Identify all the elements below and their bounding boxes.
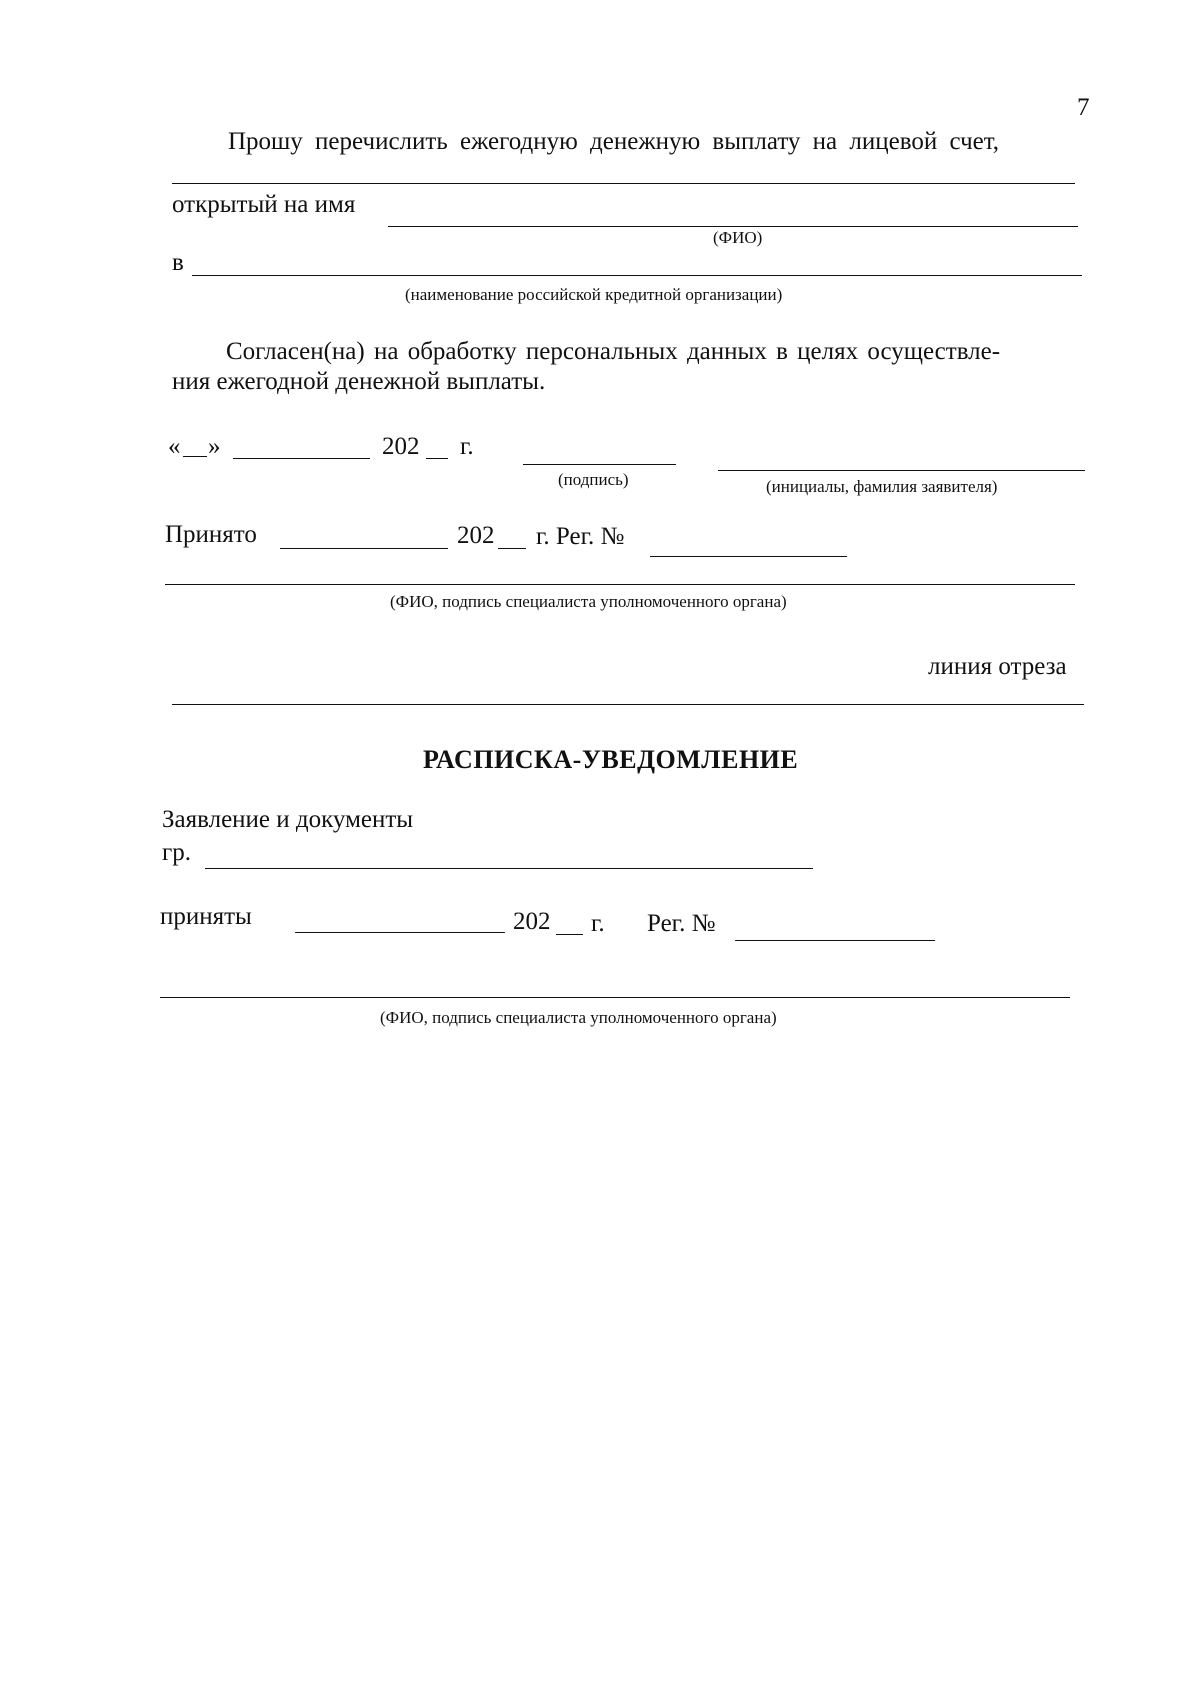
date-month-line: [233, 458, 370, 459]
date-day-line: [183, 456, 207, 457]
fio-caption: (ФИО): [713, 228, 763, 247]
receipt-year-line: [556, 934, 583, 935]
consent-line-2: ния ежегодной денежной выплаты.: [172, 368, 546, 395]
opened-in-name-label: открытый на имя: [172, 191, 356, 218]
date-year-suffix: г.: [460, 433, 474, 460]
receipt-title: РАСПИСКА-УВЕДОМЛЕНИЕ: [423, 745, 799, 774]
receipt-reg-label: Рег. №: [647, 910, 716, 937]
receipt-specialist-line: [160, 997, 1070, 998]
transfer-request-line: Прошу перечислить ежегодную денежную выплату на лицевой счет,: [228, 128, 1000, 155]
bank-name-line: [192, 275, 1082, 276]
receipt-citizen-line: [205, 868, 813, 869]
accepted-reg-label: г. Рег. №: [536, 523, 625, 550]
cut-line-label: линия отреза: [928, 653, 1067, 680]
accepted-label: Принято: [165, 521, 257, 548]
receipt-specialist-caption: (ФИО, подпись специалиста уполномоченного органа): [380, 1008, 777, 1027]
bank-in-label: в: [172, 249, 184, 276]
receipt-year-prefix: 202: [513, 908, 551, 935]
date-year-line: [426, 458, 448, 459]
accepted-specialist-caption: (ФИО, подпись специалиста уполномоченного органа): [390, 592, 787, 611]
account-holder-name-line: [388, 226, 1078, 227]
accepted-reg-number-line: [650, 556, 847, 557]
date-quote-open: «: [168, 433, 181, 460]
applicant-caption: (инициалы, фамилия заявителя): [766, 477, 998, 496]
applicant-name-line: [718, 470, 1085, 471]
consent-line-1: Согласен(на) на обработку персональных данных в целях осуществле-: [226, 338, 1001, 365]
cut-line: [172, 704, 1084, 705]
accepted-year-line: [498, 548, 526, 549]
accepted-year-prefix: 202: [457, 522, 495, 549]
date-year-prefix: 202: [382, 433, 420, 460]
receipt-accepted-label: приняты: [160, 903, 252, 930]
receipt-docs-label: Заявление и документы: [162, 806, 414, 833]
receipt-reg-number-line: [735, 940, 935, 941]
date-quote-close: »: [208, 433, 221, 460]
bank-caption: (наименование российской кредитной организации): [405, 285, 783, 304]
signature-caption: (подпись): [558, 470, 629, 489]
account-number-line: [172, 183, 1075, 184]
accepted-specialist-line: [165, 584, 1075, 585]
page-number: 7: [1077, 94, 1090, 121]
signature-line: [523, 464, 676, 465]
receipt-year-suffix: г.: [591, 910, 605, 937]
receipt-date-line: [295, 932, 505, 933]
receipt-citizen-label: гр.: [162, 839, 192, 866]
accepted-date-line: [280, 548, 448, 549]
